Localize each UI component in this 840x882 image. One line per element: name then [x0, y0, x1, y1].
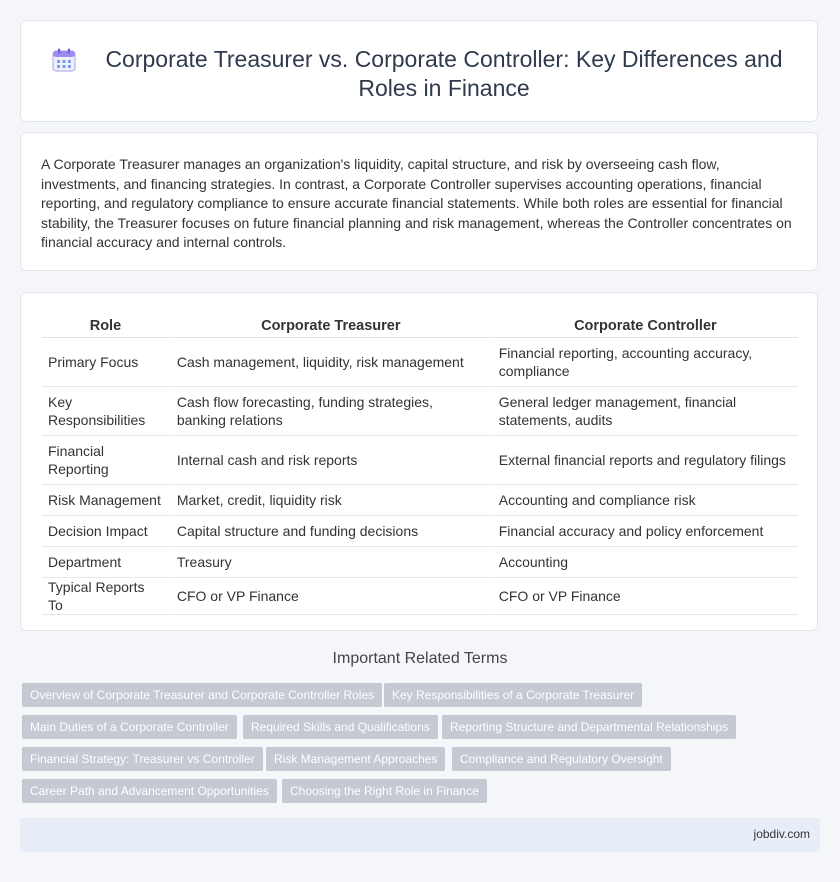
treasurer-cell: Cash flow forecasting, funding strategies, banking relations — [169, 387, 491, 436]
treasurer-cell: Market, credit, liquidity risk — [169, 485, 491, 516]
controller-cell: Accounting — [491, 547, 798, 578]
treasurer-cell: CFO or VP Finance — [169, 578, 491, 615]
row-label: Decision Impact — [42, 516, 169, 547]
treasurer-cell: Internal cash and risk reports — [169, 436, 491, 485]
related-term-link[interactable]: Career Path and Advancement Opportunities — [22, 779, 277, 803]
related-term-link[interactable]: Compliance and Regulatory Oversight — [452, 747, 671, 771]
header-card — [20, 20, 818, 122]
table-row — [42, 436, 798, 485]
treasurer-cell: Treasury — [169, 547, 491, 578]
table-row — [42, 516, 798, 547]
controller-cell: Financial reporting, accounting accuracy, compliance — [491, 338, 798, 387]
related-terms-title: Important Related Terms — [332, 650, 508, 667]
row-label: Department — [42, 547, 169, 578]
controller-cell: General ledger management, financial statements, audits — [491, 387, 798, 436]
intro-card — [20, 132, 818, 271]
header-controller: Corporate Controller — [491, 315, 798, 338]
calendar-icon — [51, 47, 77, 73]
related-term-link[interactable]: Key Responsibilities of a Corporate Treasurer — [384, 683, 642, 707]
table-row — [42, 578, 798, 615]
row-label: Risk Management — [42, 485, 169, 516]
related-term-link[interactable]: Reporting Structure and Departmental Relationships — [442, 715, 736, 739]
treasurer-cell: Cash management, liquidity, risk management — [169, 338, 491, 387]
row-label: Key Responsibilities — [42, 387, 169, 436]
intro-paragraph: A Corporate Treasurer manages an organization's liquidity, capital structure, and risk by overseeing cash flow, investments, and financing strategies. In contrast, a Corporate Controller supervises accounting operations, financial reporting, and regulatory compliance to ensure accurate financial statements. While both roles are essential for financial stability, the Treasurer focuses on future financial planning and risk management, whereas the Controller concentrates on financial accuracy and internal controls. — [41, 156, 792, 250]
related-term-link[interactable]: Choosing the Right Role in Finance — [282, 779, 487, 803]
header-treasurer: Corporate Treasurer — [169, 315, 491, 338]
table-row — [42, 485, 798, 516]
related-term-link[interactable]: Risk Management Approaches — [266, 747, 445, 771]
table-row — [42, 547, 798, 578]
table-header-row — [42, 315, 798, 338]
controller-cell: External financial reports and regulatory filings — [491, 436, 798, 485]
header-role: Role — [42, 315, 169, 338]
row-label: Primary Focus — [42, 338, 169, 387]
comparison-table-card — [20, 292, 818, 631]
table-row — [42, 387, 798, 436]
related-term-link[interactable]: Overview of Corporate Treasurer and Corporate Controller Roles — [22, 683, 382, 707]
comparison-table — [42, 315, 798, 615]
controller-cell: CFO or VP Finance — [491, 578, 798, 615]
related-term-link[interactable]: Financial Strategy: Treasurer vs Controller — [22, 747, 263, 771]
related-term-link[interactable]: Required Skills and Qualifications — [243, 715, 438, 739]
controller-cell: Accounting and compliance risk — [491, 485, 798, 516]
table-row — [42, 338, 798, 387]
row-label: Financial Reporting — [42, 436, 169, 485]
page-title: Corporate Treasurer vs. Corporate Controller: Key Differences and Roles in Finance — [105, 46, 783, 101]
footer-site[interactable]: jobdiv.com — [753, 827, 810, 841]
footer — [20, 818, 820, 852]
related-term-link[interactable]: Main Duties of a Corporate Controller — [22, 715, 237, 739]
treasurer-cell: Capital structure and funding decisions — [169, 516, 491, 547]
row-label: Typical Reports To — [42, 578, 169, 615]
controller-cell: Financial accuracy and policy enforcement — [491, 516, 798, 547]
